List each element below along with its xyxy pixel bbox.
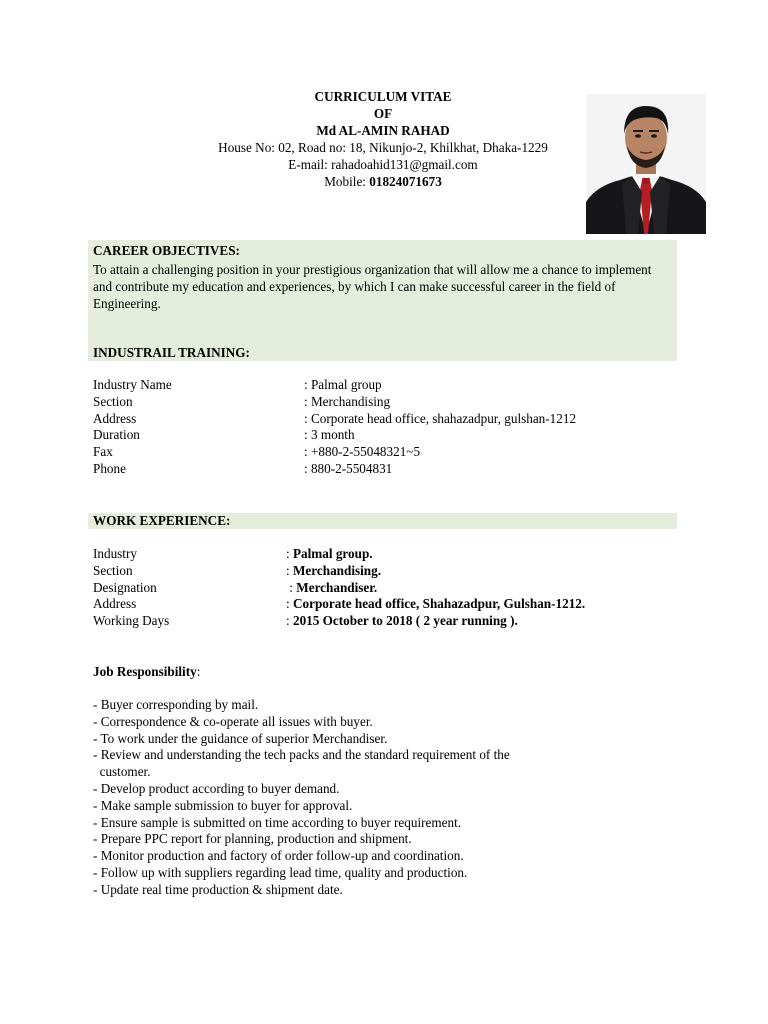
work-value-text: Palmal group. — [292, 546, 373, 561]
list-item: - Develop product according to buyer demand. — [93, 780, 340, 796]
work-colon: : — [286, 579, 297, 595]
job-responsibility-heading — [93, 663, 200, 680]
list-item: - Follow up with suppliers regarding lead time, quality and production. — [93, 864, 468, 880]
job-responsibility-title: Job Responsibility — [93, 664, 197, 679]
training-key: Phone — [93, 460, 126, 476]
training-value: : 3 month — [304, 427, 355, 443]
work-value-text: 2015 October to 2018 ( 2 year running ). — [292, 613, 518, 629]
work-value-text: Merchandiser. — [296, 579, 378, 595]
work-value — [286, 613, 518, 630]
training-key: Section — [93, 393, 133, 409]
job-responsibility-list — [93, 697, 653, 899]
candidate-name: Md AL-AMIN RAHAD — [316, 123, 450, 138]
list-item: - Monitor production and factory of order follow-up and coordination. — [93, 848, 464, 864]
candidate-mobile — [180, 173, 586, 190]
work-value — [286, 580, 377, 597]
training-value: : +880-2-55048321~5 — [304, 444, 421, 460]
list-item: - Prepare PPC report for planning, production and shipment. — [93, 831, 412, 847]
list-item: - Make sample submission to buyer for approval. — [93, 797, 353, 813]
cv-title-of: OF — [373, 106, 393, 121]
candidate-email: E-mail: rahadoahid131@gmail.com — [288, 157, 478, 172]
training-key: Address — [93, 410, 137, 426]
work-colon: : — [286, 546, 293, 561]
work-value-text: Corporate head office, Shahazadpur, Gulshan-1212. — [292, 596, 586, 612]
training-value: : 880-2-5504831 — [304, 460, 393, 476]
work-value — [286, 563, 381, 580]
work-experience-bar — [88, 513, 677, 529]
training-value: : Palmal group — [304, 377, 382, 392]
work-colon: : — [286, 562, 293, 578]
work-experience-heading: WORK EXPERIENCE: — [93, 513, 231, 528]
cv-title: CURRICULUM VITAE — [314, 89, 452, 104]
list-item: - To work under the guidance of superior Merchandiser. — [93, 730, 388, 746]
training-key: Fax — [93, 444, 113, 460]
training-value: : Merchandising — [304, 393, 391, 409]
work-key: Section — [93, 562, 133, 578]
mobile-label: Mobile: — [324, 174, 370, 189]
candidate-address: House No: 02, Road no: 18, Nikunjo-2, Khilkhat, Dhaka-1229 — [218, 140, 548, 155]
career-objectives-section — [88, 240, 677, 361]
list-item: - Buyer corresponding by mail. — [93, 697, 259, 712]
work-value — [286, 596, 585, 613]
list-item: - Ensure sample is submitted on time according to buyer requirement. — [93, 814, 462, 830]
profile-photo-image — [586, 94, 706, 234]
training-key: Duration — [93, 427, 140, 443]
work-key: Designation — [93, 579, 157, 595]
job-responsibility-colon: : — [196, 664, 201, 679]
training-value: : Corporate head office, shahazadpur, gulshan-1212 — [304, 410, 577, 426]
cv-header — [180, 88, 586, 190]
work-key: Address — [93, 596, 137, 612]
work-colon: : — [286, 613, 293, 629]
list-item: - Update real time production & shipment date. — [93, 881, 343, 897]
list-item: - Review and understanding the tech packs and the standard requirement of the customer. — [93, 747, 510, 780]
work-value — [286, 546, 373, 563]
mobile-number: 01824071673 — [369, 174, 442, 189]
list-item: - Correspondence & co-operate all issues with buyer. — [93, 713, 373, 729]
profile-photo — [586, 94, 706, 234]
work-value-text: Merchandising. — [292, 562, 382, 578]
work-colon: : — [286, 596, 293, 612]
career-objectives-text: To attain a challenging position in your prestigious organization that will allow me a chance to implement and contribute my education and experiences, by which I can make successful career in the field of Engineering. — [93, 262, 652, 311]
work-key: Industry — [93, 546, 137, 561]
industrial-training-heading: INDUSTRAIL TRAINING: — [93, 345, 250, 360]
training-key: Industry Name — [93, 377, 172, 392]
work-key: Working Days — [93, 613, 170, 629]
career-objectives-heading: CAREER OBJECTIVES: — [93, 243, 240, 258]
